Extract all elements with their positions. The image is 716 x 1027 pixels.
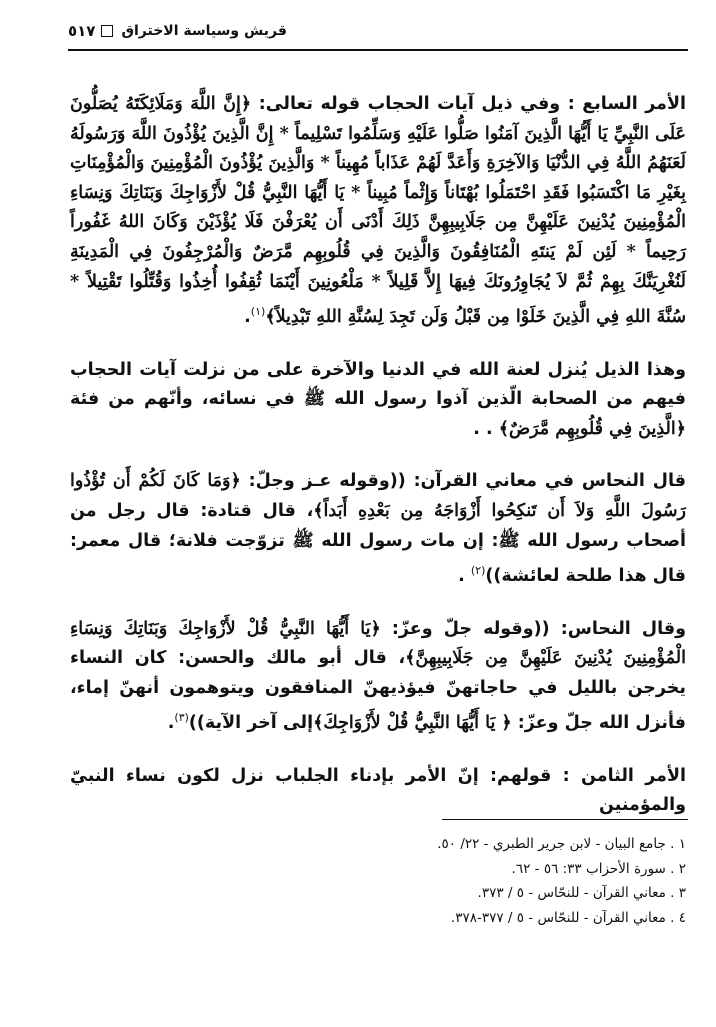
header-rule: [68, 49, 688, 51]
main-text: [70, 90, 686, 821]
footnote-ref: (٢): [470, 564, 486, 578]
quran-quote: ﴿ يَا أَيُّهَا النَّبِيُّ قُلْ لأَزْوَاجِكَ﴾: [313, 713, 512, 734]
quran-quote: ﴿يَا أَيُّهَا النَّبِيُّ قُلْ لأَزْوَاجِكَ وَبَنَاتِكَ وَنِسَاءِ الْمُؤْمِنِينَ يُدْنِينَ عَلَيْهِنَّ مِن جَلَابِيبِهِنَّ﴾: [70, 618, 686, 669]
footnote-item: ٢ . سورة الأحزاب ٣٣: ٥٦ - ٦٢.: [511, 860, 686, 877]
paragraph-2-tail: . .: [473, 418, 499, 439]
paragraph-4: [70, 615, 686, 739]
paragraph-1-lead: الأمر السابع : وفي ذيل آيات الحجاب قوله تعالى:: [251, 94, 687, 114]
paragraph-1: [70, 90, 686, 333]
paragraph-5: [70, 762, 686, 821]
page-header: [68, 18, 688, 44]
running-title: قريش وسياسة الاختراق: [121, 23, 287, 39]
paragraph-1-tail: .: [244, 306, 251, 327]
paragraph-2: [70, 356, 686, 445]
quran-quote: ﴿وَمَا كَانَ لَكُمْ أَن تُؤْذُوا رَسُولَ اللَّهِ وَلاَ أَن تَنكِحُوا أَزْوَاجَهُ مِن بَعْدِهِ أَبَداً﴾: [70, 471, 686, 521]
header-square-ornament: [101, 25, 113, 37]
paragraph-4-lead: وقال النحاس: ((وقوله جلّ وعزّ:: [380, 618, 686, 639]
footnote-item: ١ . جامع البيان - لابن جرير الطبري - ٢٢/ ٥٠.: [437, 836, 686, 852]
footnote-item: ٣ . معاني القرآن - للنحّاس - ٥ / ٣٧٣.: [477, 885, 686, 901]
paragraph-2-text: وهذا الذيل يُنزل لعنة الله في الدنيا والآخرة على من نزلت آيات الحجاب فيهم من الصحابة الّذين آذوا رسول الله ﷺ في نسائه، وأنّهم من فئة: [70, 359, 686, 410]
paragraph-3-lead: قال النحاس في معاني القرآن: ((وقوله عـز وجلّ:: [240, 471, 686, 492]
paragraph-4-tail: .: [167, 713, 175, 734]
footnote-ref: (٣): [174, 711, 189, 725]
quran-quote: ﴿الَّذِينَ فِي قُلُوبِهِم مَّرَضٌ﴾: [498, 418, 686, 439]
paragraph-3-text: ، قال قتادة: قال رجل من أصحاب رسول الله ﷺ: إن مات رسول الله ﷺ تزوّجت فلانة؛ قال معمر: قال هذا طلحة لعائشة)): [70, 500, 686, 586]
paragraph-3: [70, 467, 686, 591]
footnote-item: ٤ . معاني القرآن - للنحّاس - ٥ / ٣٧٧-٣٧٨.: [450, 909, 686, 926]
paragraph-3-tail: .: [458, 565, 471, 586]
footnotes: [300, 832, 686, 930]
footnote-separator: [442, 819, 688, 820]
quran-quote: ﴿إِنَّ اللَّهَ وَمَلَائِكَتَهُ يُصَلُّونَ عَلَى النَّبِيِّ يَا أَيُّهَا الَّذِينَ آمَنُوا صَلُّوا عَلَيْهِ وَسَلِّمُوا تَسْلِيماً * إِنَّ الَّذِينَ يُؤْذُونَ اللَّهَ وَرَسُولَهُ لَعَنَهُمُ اللَّهُ فِي الدُّنْيَا وَالآخِرَةِ وَأَعَدَّ لَهُمْ عَذَاباً مُهِيناً * وَالَّذِينَ يُؤْذُونَ الْمُؤْمِنِينَ وَالْمُؤْمِنَاتِ بِغَيْرِ مَا اكْتَسَبُوا فَقَدِ احْتَمَلُوا بُهْتَاناً وَإِثْماً مُبِيناً * يَا أَيُّهَا النَّبِيُّ قُلْ لأَزْوَاجِكَ وَبَنَاتِكَ وَنِسَاءِ الْمُؤْمِنِينَ يُدْنِينَ عَلَيْهِنَّ مِن جَلَابِيبِهِنَّ ذَلِكَ أَدْنَى أَن يُعْرَفْنَ فَلَا يُؤْذَيْنَ وَكَانَ اللهُ غَفُوراً رَحِيماً * لَئِن لَمْ يَنتَهِ الْمُنَافِقُونَ وَالَّذِينَ فِي قُلُوبِهِم مَّرَضٌ وَالْمُرْجِفُونَ فِي الْمَدِينَةِ لَنُغْرِيَنَّكَ بِهِمْ ثُمَّ لاَ يُجَاوِرُونَكَ فِيهَا إِلاَّ قَلِيلاً * مَلْعُونِينَ أَيْنَمَا ثُقِفُوا أُخِذُوا وَقُتِّلُوا تَقْتِيلاً * سُنَّةَ اللهِ فِي الَّذِينَ خَلَوْا مِن قَبْلُ وَلَن تَجِدَ لِسُنَّةِ اللهِ تَبْدِيلاً﴾: [70, 94, 686, 327]
paragraph-4-text: ، قال أبو مالك والحسن: كان النساء يخرجن بالليل في حاجاتهنّ فيؤذيهنّ المنافقون ويتوهمون أنهنّ إماء، فأنزل الله جلّ وعزّ:: [70, 648, 686, 734]
footnote-ref: (١): [250, 305, 266, 319]
paragraph-5-text: الأمر الثامن : قولهم: إنّ الأمر بإدناء الجلباب نزل لكون نساء النبيّ والمؤمنين: [70, 765, 686, 816]
paragraph-4-text-2: إلى آخر الآية)): [188, 713, 314, 734]
page-number: ٥١٧: [68, 22, 96, 40]
